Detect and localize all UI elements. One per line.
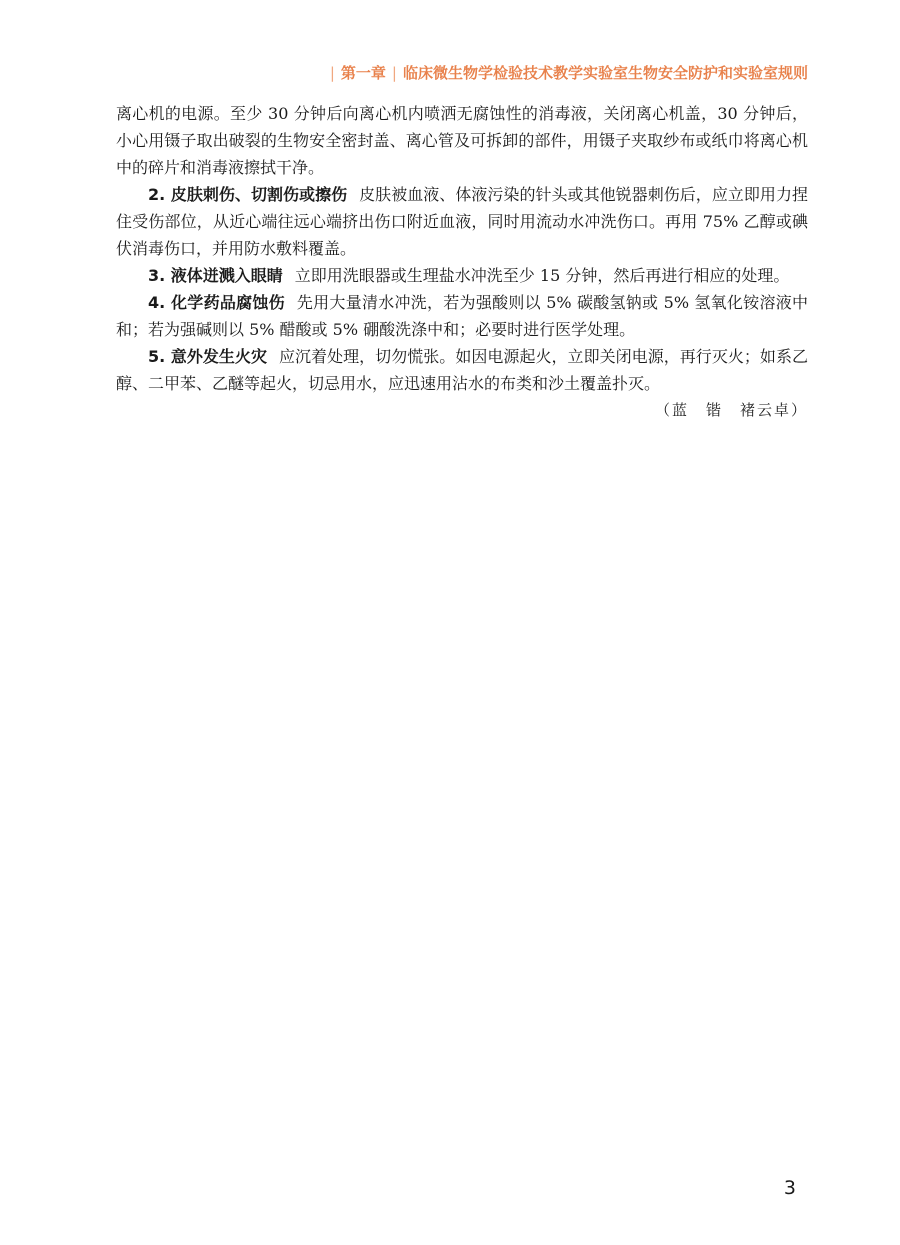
running-header [200,62,808,83]
item-text: 先用大量清水冲洗，若为强酸则以 5% 碳酸氢钠或 5% 氢氧化铵溶液中和；若为强碱则以 5% 醋酸或 5% 硼酸洗涤中和；必要时进行医学处理。 [116,293,808,339]
chapter-title: 临床微生物学检验技术教学实验室生物安全防护和实验室规则 [402,64,808,82]
header-divider: | [391,64,397,82]
list-item [116,343,808,397]
page-body [116,100,808,424]
page-number: 3 [783,1177,796,1199]
item-text: 皮肤被血液、体液污染的针头或其他锐器刺伤后，应立即用力捏住受伤部位，从近心端往远心端挤出伤口附近血液，同时用流动水冲洗伤口。再用 75% 乙醇或碘伏消毒伤口，并用防水敷料覆盖。 [116,185,808,258]
item-heading: 4. 化学药品腐蚀伤 [148,293,285,312]
list-item [116,262,808,289]
item-text: 立即用洗眼器或生理盐水冲洗至少 15 分钟，然后再进行相应的处理。 [294,266,790,285]
chapter-label: 第一章 [340,64,386,82]
item-heading: 2. 皮肤刺伤、切割伤或擦伤 [148,185,348,204]
author-credit: （蓝 锴 褚云卓） [654,401,808,419]
header-divider: | [329,64,335,82]
intro-paragraph: 离心机的电源。至少 30 分钟后向离心机内喷洒无腐蚀性的消毒液，关闭离心机盖，30 分钟后，小心用镊子取出破裂的生物安全密封盖、离心管及可拆卸的部件，用镊子夹取纱布或纸巾将离心机中的碎片和消毒液擦拭干净。 [116,104,808,177]
item-text: 应沉着处理，切勿慌张。如因电源起火，立即关闭电源，再行灭火；如系乙醇、二甲苯、乙醚等起火，切忌用水，应迅速用沾水的布类和沙土覆盖扑灭。 [116,347,808,393]
item-heading: 3. 液体迸溅入眼睛 [148,266,283,285]
list-item [116,181,808,262]
list-item [116,289,808,343]
item-heading: 5. 意外发生火灾 [148,347,267,366]
